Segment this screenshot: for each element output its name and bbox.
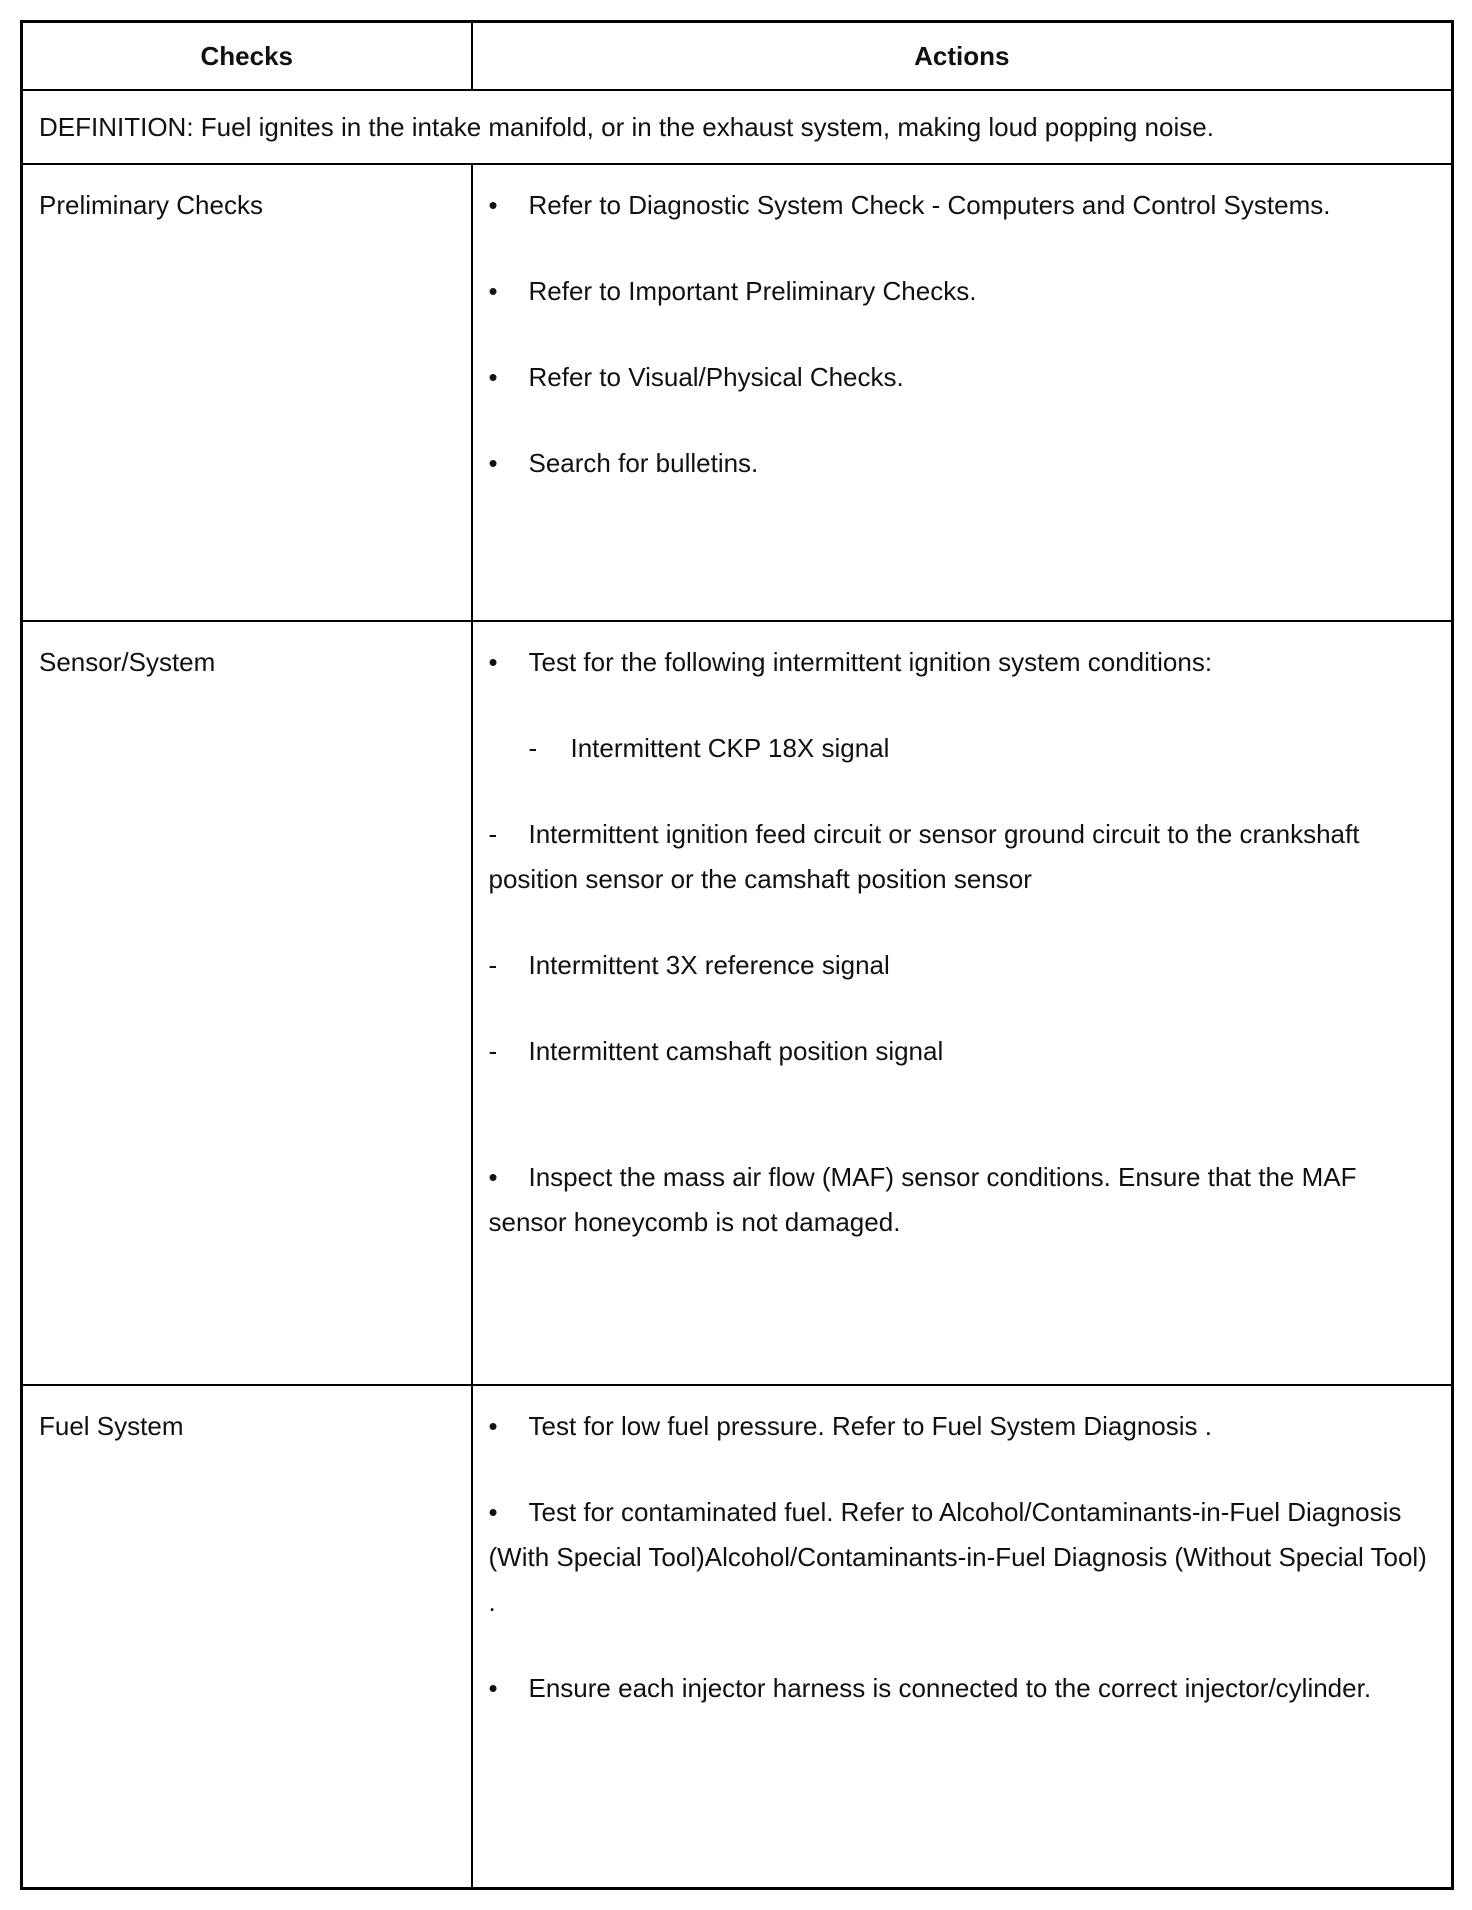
action-text: Refer to Important Preliminary Checks. xyxy=(528,276,977,306)
table-row-sensor-system xyxy=(22,621,1453,1385)
dash-marker: - xyxy=(488,1036,498,1066)
bullet-marker: • xyxy=(488,362,498,392)
action-item xyxy=(489,1666,1432,1711)
definition-text: DEFINITION: Fuel ignites in the intake manifold, or in the exhaust system, making loud popping noise. xyxy=(22,90,1453,164)
bullet-marker: • xyxy=(488,1162,498,1192)
action-item xyxy=(489,640,1432,685)
bullet-marker: • xyxy=(488,276,498,306)
action-text: Refer to Diagnostic System Check - Computers and Control Systems. xyxy=(528,190,1331,220)
action-text: Ensure each injector harness is connected to the correct injector/cylinder. xyxy=(528,1673,1372,1703)
check-cell xyxy=(22,1385,472,1889)
check-label: Sensor/System xyxy=(39,647,216,677)
dash-marker: - xyxy=(528,733,538,763)
bullet-marker: • xyxy=(488,1411,498,1441)
bullet-marker: • xyxy=(488,1673,498,1703)
actions-cell xyxy=(472,164,1453,621)
action-sub-item xyxy=(489,726,1432,771)
check-label: Preliminary Checks xyxy=(39,190,263,220)
bullet-marker: • xyxy=(488,1497,498,1527)
action-text: Intermittent ignition feed circuit or sensor ground circuit to the crankshaft position sensor or the camshaft position sensor xyxy=(488,819,1360,894)
table-row-fuel-system xyxy=(22,1385,1453,1889)
action-sub-item xyxy=(489,943,1432,988)
action-text: Inspect the mass air flow (MAF) sensor conditions. Ensure that the MAF sensor honeycomb is not damaged. xyxy=(488,1162,1357,1237)
actions-cell xyxy=(472,621,1453,1385)
dash-marker: - xyxy=(488,819,498,849)
action-sub-item xyxy=(489,812,1432,902)
action-item xyxy=(489,269,1432,314)
action-text: Intermittent camshaft position signal xyxy=(528,1036,944,1066)
action-sub-item xyxy=(489,1029,1432,1074)
action-item xyxy=(489,183,1432,228)
check-cell xyxy=(22,621,472,1385)
action-item xyxy=(489,1404,1432,1449)
action-text: Test for the following intermittent ignition system conditions: xyxy=(528,647,1213,677)
action-item xyxy=(489,1490,1432,1625)
action-text: Test for contaminated fuel. Refer to Alcohol/Contaminants-in-Fuel Diagnosis (With Special Tool)Alcohol/Contaminants-in-Fuel Diagnosis (Without Special Tool) . xyxy=(488,1497,1427,1617)
action-item xyxy=(489,441,1432,486)
actions-cell xyxy=(472,1385,1453,1889)
table-header-row xyxy=(22,22,1453,91)
diagnostic-table xyxy=(20,20,1454,1890)
bullet-marker: • xyxy=(488,448,498,478)
actions-column-header: Actions xyxy=(472,22,1453,91)
action-text: Search for bulletins. xyxy=(528,448,759,478)
definition-row xyxy=(22,90,1453,164)
table-row-preliminary-checks xyxy=(22,164,1453,621)
action-text: Refer to Visual/Physical Checks. xyxy=(528,362,904,392)
bullet-marker: • xyxy=(488,190,498,220)
action-text: Test for low fuel pressure. Refer to Fuel System Diagnosis . xyxy=(528,1411,1212,1441)
bullet-marker: • xyxy=(488,647,498,677)
action-item xyxy=(489,355,1432,400)
dash-marker: - xyxy=(488,950,498,980)
check-cell xyxy=(22,164,472,621)
action-text: Intermittent CKP 18X signal xyxy=(570,733,890,763)
diagnostic-page xyxy=(20,20,1454,1890)
action-item xyxy=(489,1155,1432,1245)
check-label: Fuel System xyxy=(39,1411,184,1441)
checks-column-header: Checks xyxy=(22,22,472,91)
action-text: Intermittent 3X reference signal xyxy=(528,950,890,980)
